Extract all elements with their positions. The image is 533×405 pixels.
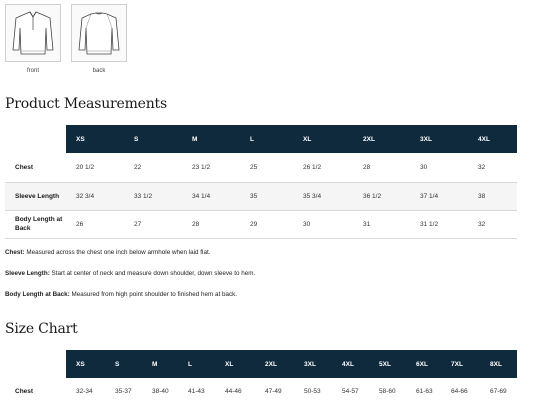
size-header: XS xyxy=(66,350,105,378)
table-cell: 58-60 xyxy=(379,388,396,395)
table-cell: 35 xyxy=(240,182,293,210)
note-text: Measured from high point shoulder to finished hem at back. xyxy=(69,291,238,298)
table-cell: 61-63 xyxy=(416,388,433,395)
size-header: 4XL xyxy=(468,125,517,153)
table-cell: 28 xyxy=(182,210,240,238)
product-measurements-title: Product Measurements xyxy=(5,96,167,112)
table-cell: 32-34 xyxy=(76,388,93,395)
size-chart-title: Size Chart xyxy=(5,321,78,337)
table-cell: 47-49 xyxy=(265,388,282,395)
table-cell: 25 xyxy=(240,153,293,182)
table-cell: 32 xyxy=(468,210,517,238)
size-header: M xyxy=(182,125,240,153)
size-header: M xyxy=(142,350,178,378)
note-term: Body Length at Back: xyxy=(5,291,70,298)
table-header-row xyxy=(5,350,517,378)
row-label: Chest xyxy=(15,388,34,395)
table-cell: 35-37 xyxy=(115,388,132,395)
table-cell: 36 1/2 xyxy=(353,182,410,210)
table-cell: 28 xyxy=(353,153,410,182)
thumbnail-caption-front: front xyxy=(26,68,39,74)
table-cell: 30 xyxy=(410,153,468,182)
size-header: XS xyxy=(66,125,124,153)
table-cell: 31 1/2 xyxy=(410,210,468,238)
size-header: 4XL xyxy=(332,350,369,378)
note-term: Chest: xyxy=(5,249,25,256)
size-header: 6XL xyxy=(406,350,441,378)
jacket-back-icon[interactable] xyxy=(71,4,127,62)
table-cell: 35 3/4 xyxy=(293,182,353,210)
product-thumbnails xyxy=(5,4,127,74)
table-cell: 27 xyxy=(124,210,182,238)
table-row xyxy=(5,182,517,210)
size-header: S xyxy=(105,350,142,378)
table-cell: 26 xyxy=(66,210,124,238)
row-label: Sleeve Length xyxy=(5,182,66,210)
table-cell: 67-69 xyxy=(490,388,507,395)
note-text: Measured across the chest one inch below armhole when laid flat. xyxy=(24,249,211,256)
table-cell: 64-66 xyxy=(451,388,468,395)
table-cell: 26 1/2 xyxy=(293,153,353,182)
note-text: Start at center of neck and measure down shoulder, down sleeve to hem. xyxy=(49,270,256,277)
size-chart-table xyxy=(5,350,517,405)
size-header: L xyxy=(240,125,293,153)
table-cell: 32 3/4 xyxy=(66,182,124,210)
table-cell: 34 1/4 xyxy=(182,182,240,210)
note-body-length xyxy=(5,291,255,298)
note-chest xyxy=(5,249,255,256)
table-row xyxy=(5,210,517,238)
note-sleeve-length xyxy=(5,270,255,277)
thumbnail-front[interactable] xyxy=(5,4,61,74)
size-header: S xyxy=(124,125,182,153)
table-header-row xyxy=(5,125,517,153)
size-header: 2XL xyxy=(255,350,294,378)
table-cell: 50-53 xyxy=(304,388,321,395)
table-cell: 33 1/2 xyxy=(124,182,182,210)
size-header: XL xyxy=(215,350,255,378)
size-header: 3XL xyxy=(294,350,332,378)
table-cell: 54-57 xyxy=(342,388,359,395)
table-header-corner xyxy=(5,125,66,153)
note-term: Sleeve Length: xyxy=(5,270,50,277)
table-row xyxy=(5,153,517,182)
table-cell: 38-40 xyxy=(152,388,169,395)
table-cell: 37 1/4 xyxy=(410,182,468,210)
product-measurements-table xyxy=(5,125,517,239)
size-header: XL xyxy=(293,125,353,153)
table-cell: 30 xyxy=(293,210,353,238)
table-cell: 20 1/2 xyxy=(66,153,124,182)
table-header-corner xyxy=(5,350,66,378)
size-header: 2XL xyxy=(353,125,410,153)
table-cell: 22 xyxy=(124,153,182,182)
thumbnail-back[interactable] xyxy=(71,4,127,74)
size-header: 8XL xyxy=(480,350,517,378)
table-cell: 29 xyxy=(240,210,293,238)
table-cell: 32 xyxy=(468,153,517,182)
size-header: L xyxy=(178,350,215,378)
jacket-front-icon[interactable] xyxy=(5,4,61,62)
row-label: Body Length at Back xyxy=(5,210,66,238)
thumbnail-caption-back: back xyxy=(92,68,106,74)
row-label: Chest xyxy=(5,153,66,182)
table-cell: 38 xyxy=(468,182,517,210)
table-cell: 44-46 xyxy=(225,388,242,395)
size-header: 7XL xyxy=(441,350,480,378)
size-header: 5XL xyxy=(369,350,406,378)
table-cell: 31 xyxy=(353,210,410,238)
size-header: 3XL xyxy=(410,125,468,153)
table-cell: 41-43 xyxy=(188,388,205,395)
table-cell: 23 1/2 xyxy=(182,153,240,182)
table-row xyxy=(5,378,517,405)
measurement-notes xyxy=(5,249,255,312)
